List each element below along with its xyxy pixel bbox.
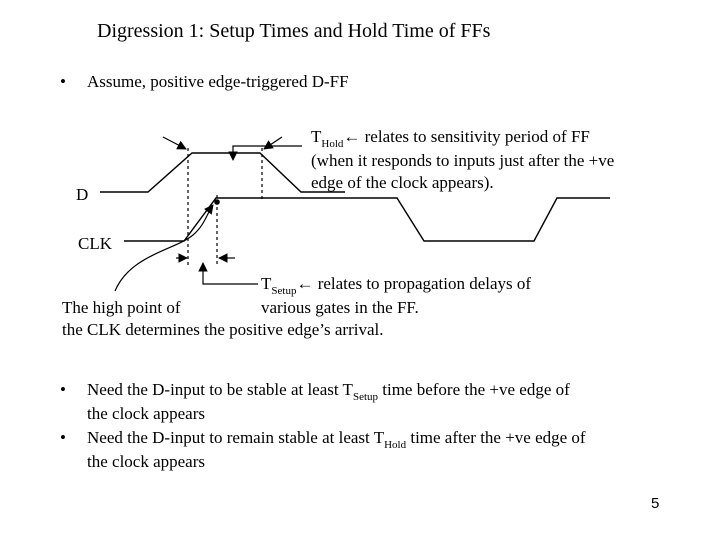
hold-annotation-line3: edge of the clock appears).	[311, 173, 494, 192]
setup-annotation-line2: various gates in the FF.	[261, 298, 419, 317]
hold-requirement-bullet	[60, 427, 586, 473]
high-point-pointer-arrow	[115, 205, 213, 291]
bullet2-line2: the clock appears	[87, 452, 205, 471]
hold-annotation-line1	[311, 126, 614, 150]
slide-title: Digression 1: Setup Times and Hold Time of FFs	[97, 20, 491, 42]
d-label: D	[76, 185, 89, 204]
bullet1-subscript: Setup	[352, 391, 379, 403]
setup-subscript: Setup	[271, 285, 297, 297]
setup-annotation-line1	[261, 273, 531, 297]
assume-text: Assume, positive edge-triggered D-FF	[87, 72, 349, 91]
clk-label: CLK	[78, 234, 112, 253]
clock-edge-dot	[214, 199, 220, 205]
bullet-glyph: •	[60, 72, 66, 91]
high-point-line2: the CLK determines the positive edge’s arrival.	[62, 320, 384, 339]
setup-pointer-arrow	[203, 263, 258, 284]
bullet-glyph: •	[60, 380, 66, 399]
setup-left-arrow-glyph: ←	[296, 274, 314, 293]
high-point-line1: The high point of	[62, 298, 181, 317]
setup-text-rest: relates to propagation delays of	[313, 274, 532, 293]
hold-t: T	[311, 127, 322, 146]
hold-annotation-line2: (when it responds to inputs just after the +ve	[311, 151, 615, 170]
bullet2-pre: Need the D-input to remain stable at least T	[87, 428, 385, 447]
hold-annotation	[311, 126, 614, 194]
d-signal-waveform	[100, 153, 345, 192]
hold-left-arrow-glyph: ←	[343, 127, 361, 146]
page-number: 5	[651, 495, 660, 512]
bullet1-pre: Need the D-input to be stable at least T	[87, 380, 353, 399]
bullet-glyph: •	[60, 428, 66, 447]
setup-requirement-bullet	[60, 379, 570, 425]
bullet2-subscript: Hold	[384, 439, 407, 451]
hold-bracket-left-arrow	[163, 137, 186, 149]
setup-annotation	[261, 273, 531, 319]
bullet1-line2: the clock appears	[87, 404, 205, 423]
hold-bracket-right-arrow	[264, 137, 282, 149]
clk-signal-waveform	[124, 198, 610, 241]
setup-t: T	[261, 274, 272, 293]
hold-text-rest: relates to sensitivity period of FF	[360, 127, 590, 146]
hold-subscript: Hold	[321, 138, 344, 150]
bullet2-post: time after the +ve edge of	[406, 428, 586, 447]
bullet1-post: time before the +ve edge of	[378, 380, 570, 399]
